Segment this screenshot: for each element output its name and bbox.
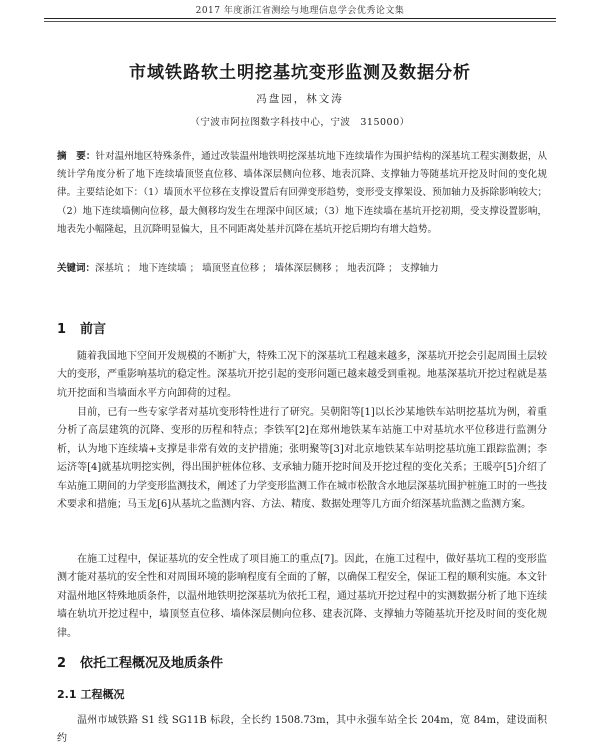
abstract (57, 148, 547, 239)
section-title: 前言 (80, 322, 107, 337)
section-1-paragraph-3: 在施工过程中，保证基坑的安全性成了项目施工的重点[7]。因此，在施工过程中，做好基坑工程的变形监测才能对基坑的安全性和对周围环境的影响程度有全面的了解，以确保工程安全，保证工程的顺利实施。本文针对温州地区特殊地质条件，以温州地铁明挖深基坑为依托工程，通过基坑开挖过程中的实测数据分析了地下连续墙在轨坑开挖过程中，墙顶竖直位移、墙体深层侧向位移、建表沉降、支撑轴力等随基坑开挖及时间的变化规律。 (57, 554, 547, 639)
keywords: 关键词：深基坑 ； 地下连续墙 ； 墙顶竖直位移 ； 墙体深层侧移 ； 地表沉降 ； 支撑轴力 (57, 263, 439, 274)
subsection-title: 工程概况 (80, 688, 125, 701)
keyword-item: 地表沉降 (347, 263, 386, 274)
paper-title: 市域铁路软土明挖基坑变形监测及数据分析 (129, 63, 471, 83)
section-2-1-paragraph-1: 温州市域铁路 S1 线 SG11B 标段，全长约 1508.73m，其中永强车站全长 204m，宽 84m，建设面积约 (57, 715, 547, 745)
header-rule-thin (44, 21, 556, 22)
keyword-item: 支撑轴力 (400, 263, 439, 274)
section-2-1-heading (57, 686, 125, 702)
section-number: 2 (57, 656, 67, 671)
section-1-paragraph-2: 目前，已有一些专家学者对基坑变形特性进行了研究。吴朝阳等[1]以长沙某地铁车站明挖基坑为例，着重分析了高层建筑的沉降、变形的历程和特点；李铁军[2]在郑州地铁某车站施工中对基坑水平位移进行监测分析，认为地下连续墙+支撑是非常有效的支护措施；张明聚等[3]对北京地铁某车站明挖基坑施工跟踪监测；李运济等[4]就基坑明挖实例，得出围护桩体位移、支承轴力随开挖时间及开挖过程的变化关系；王暖亭[5]介绍了车站施工期间的力学变形监测技术，阐述了力学变形监测工作在城市松散含水地层深基坑围护桩施工时的一些技术要求和措施；马玉龙[6]从基坑之监测内容、方法、精度、数据处理等几方面介绍深基坑监测之监测方案。 (57, 407, 547, 511)
abstract-label: 摘 要： (57, 151, 96, 162)
keywords-label: 关键词： (57, 263, 96, 274)
section-2-heading (57, 652, 223, 671)
section-1-heading (57, 318, 106, 337)
section-title: 依托工程概况及地质条件 (80, 656, 224, 671)
keyword-item: 墙体深层侧移 (274, 263, 332, 274)
keyword-item: 地下连续墙 (139, 263, 187, 274)
paper-authors: 冯盘园，林文涛 (256, 93, 344, 105)
section-number: 1 (57, 322, 67, 337)
header-rule (44, 18, 556, 19)
paper-affiliation: （宁波市阿拉图数字科技中心，宁波 315000） (190, 117, 410, 128)
keyword-item: 深基坑 (95, 263, 124, 274)
section-1-paragraph-1: 随着我国地下空间开发规模的不断扩大，特殊工况下的深基坑工程越来越多，深基坑开挖会引起周围土层较大的变形，严重影响基坑的稳定性。深基坑开挖引起的变形问题已越来越受到重视。地基深基坑开挖过程就是基坑开挖面和当墙面水平方向卸荷的过程。 (57, 351, 547, 399)
running-header: 2017 年度浙江省测绘与地理信息学会优秀论文集 (195, 6, 405, 16)
subsection-number: 2.1 (57, 688, 77, 701)
abstract-text: 针对温州地区特殊条件，通过改装温州地铁明挖深基坑地下连续墙作为围护结构的深基坑工程实测数据，从统计学角度分析了地下连续墙顶竖直位移、墙体深层侧向位移、地表沉降、支撑轴力等随基坑开挖及时间的变化规律。主要结论如下：（1）墙顶水平位移在支撑设置后有回弹变形趋势，变形受支撑架设、预加轴力及拆除影响较大；（2）地下连续墙侧向位移，最大侧移均发生在埋深中间区域；（3）地下连续墙在基坑开挖初期，受支撑设置影响，地表先小幅隆起，且沉降明显偏大，且不同距离处基并沉降在基坑开挖后期均有增大趋势。 (57, 151, 547, 235)
keyword-item: 墙顶竖直位移 (202, 263, 260, 274)
